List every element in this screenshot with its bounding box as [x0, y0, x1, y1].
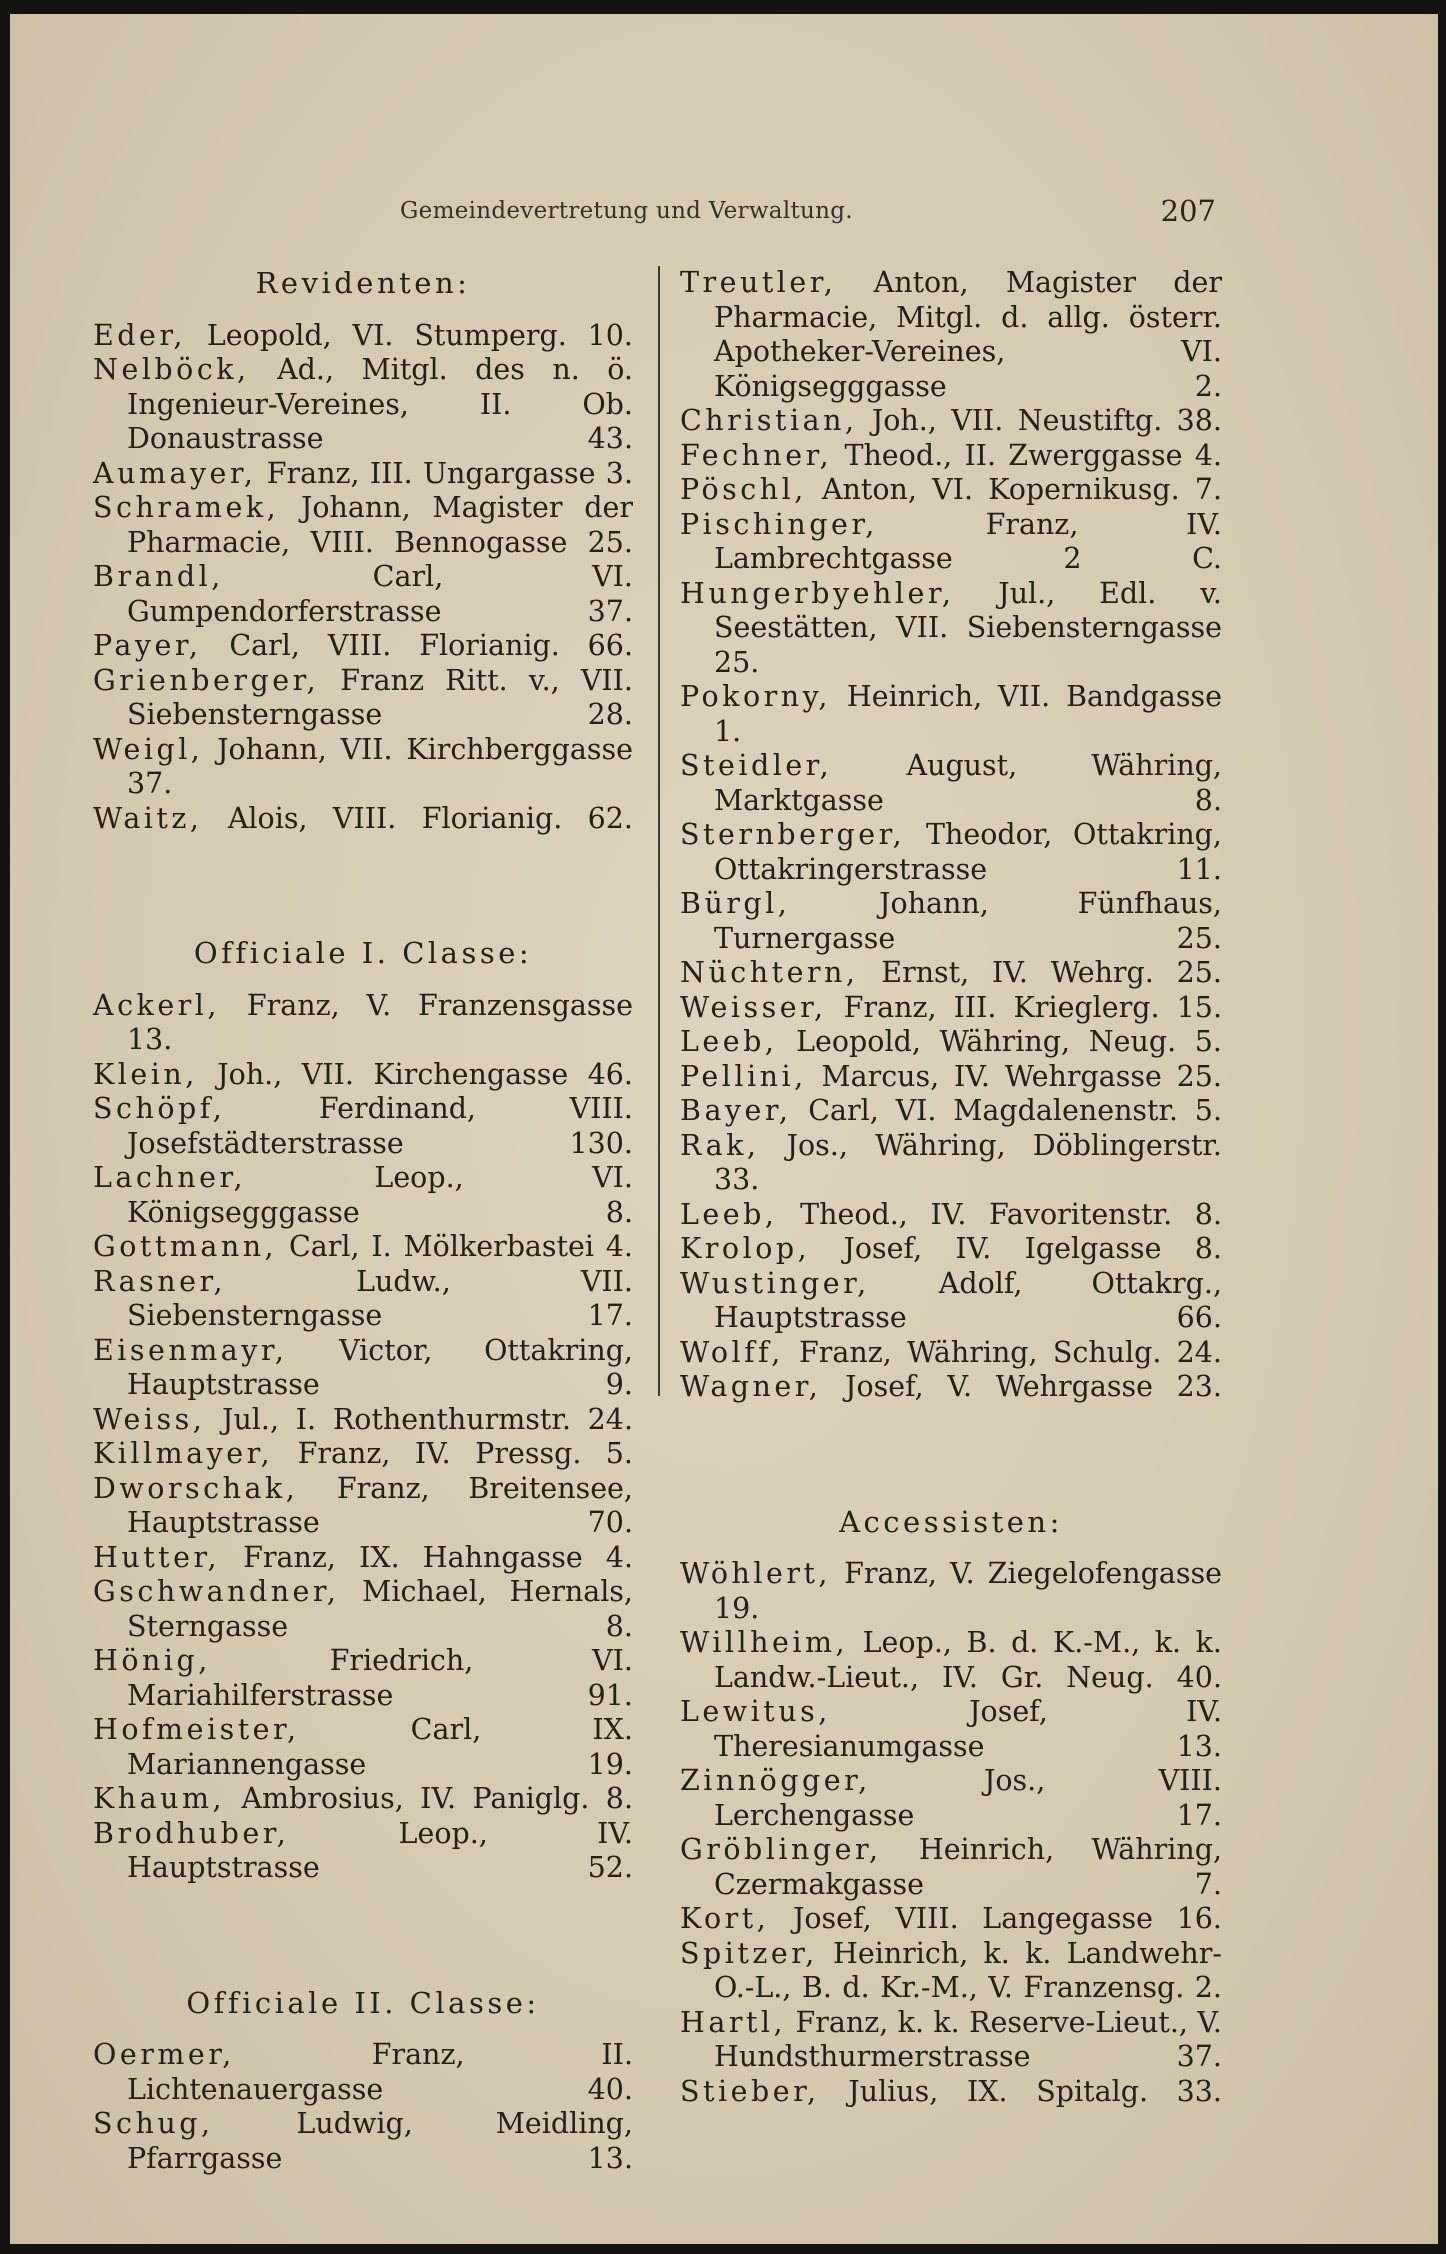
list-item — [93, 1092, 633, 1161]
entry-details: Josef, V. Wehrgasse 23. — [821, 1370, 1222, 1403]
entry-surname: Hönig, — [93, 1644, 211, 1677]
list-item — [680, 1025, 1222, 1060]
entry-surname: Spitzer, — [680, 1936, 818, 1970]
entry-details: Leopold, Währing, Neug. 5. — [777, 1025, 1222, 1058]
entry-surname: Nüchtern, — [680, 956, 859, 989]
list-item — [93, 560, 633, 629]
entry-surname: Weiss, — [93, 1402, 206, 1436]
entry-details: Ernst, IV. Wehrg. 25. — [858, 956, 1222, 989]
entry-details: Anton, VI. Kopernikusg. 7. — [806, 473, 1222, 506]
list-item — [93, 1817, 633, 1886]
entry-surname: Gottmann, — [93, 1230, 278, 1263]
page-header — [390, 194, 1220, 238]
entry-surname: Killmayer, — [93, 1437, 274, 1470]
list-item — [680, 2075, 1222, 2110]
entry-surname: Weigl, — [93, 732, 204, 766]
entry-surname: Nelböck, — [93, 353, 250, 386]
entry-details: Marcus, IV. Wehrgasse 25. — [806, 1059, 1222, 1093]
list-item — [93, 353, 633, 457]
entry-surname: Gschwandner, — [93, 1575, 340, 1608]
section-heading-officiale-1: Officiale I. Classe: — [193, 936, 533, 970]
entry-details: Carl, VI. Magdalenenstr. 5. — [791, 1094, 1222, 1127]
list-item — [680, 2006, 1222, 2075]
list-item — [93, 1437, 633, 1472]
list-item — [680, 1626, 1222, 1695]
entry-surname: Pischinger, — [680, 507, 878, 541]
list-item — [93, 1230, 633, 1265]
entry-surname: Wolff, — [680, 1335, 784, 1369]
entry-surname: Sternberger, — [680, 818, 906, 851]
entry-surname: Bayer, — [680, 1094, 792, 1127]
entry-details: Heinrich, Währing, Czermakgasse 7. — [714, 1833, 1222, 1901]
entry-surname: Stieber, — [680, 2074, 820, 2108]
list-item — [93, 1403, 633, 1438]
entry-details: Josef, VIII. Langegasse 16. — [769, 1902, 1222, 1935]
entry-details: Friedrich, VI. Mariahilferstrasse 91. — [127, 1644, 633, 1712]
list-item — [680, 1198, 1222, 1233]
entry-details: Johann, Fünfhaus, Turnergasse 25. — [714, 887, 1222, 955]
entry-surname: Leeb, — [680, 1025, 778, 1058]
entry-details: Carl, VIII. Florianig. 66. — [201, 629, 633, 662]
entry-details: Joh., VII. Kirchengasse 46. — [197, 1057, 633, 1091]
section-heading-officiale-2: Officiale II. Classe: — [186, 1985, 540, 2020]
entry-details: Franz, V. Ziegelofengasse 19. — [714, 1557, 1222, 1625]
list-item — [680, 404, 1222, 439]
entry-details: Franz, II. Lichtenauergasse 40. — [127, 2038, 633, 2106]
entry-details: Jul., I. Rothenthurmstr. 24. — [205, 1402, 633, 1436]
entry-surname: Khaum, — [93, 1782, 226, 1815]
list-item — [93, 2107, 633, 2176]
entry-details: Carl, I. Mölkerbastei 4. — [277, 1230, 633, 1263]
list-item — [93, 1161, 633, 1230]
entry-details: Theod., IV. Favoritenstr. 8. — [777, 1197, 1222, 1231]
list-item — [93, 1334, 633, 1403]
left-column — [93, 266, 633, 2176]
entry-surname: Waitz, — [93, 801, 203, 835]
list-item — [680, 1232, 1222, 1267]
entry-details: Franz Ritt. v., VII. Siebensterngasse 28. — [127, 663, 633, 731]
list-item — [93, 491, 633, 560]
page-number: 207 — [1160, 194, 1216, 228]
running-title: Gemeindevertretung und Verwaltung. — [400, 198, 853, 224]
entry-surname: Treutler, — [680, 266, 837, 299]
section-heading-accessisten: Accessisten: — [839, 1504, 1063, 1539]
entry-details: Victor, Ottakring, Hauptstrasse 9. — [127, 1333, 633, 1401]
list-item — [93, 664, 633, 733]
entry-surname: Wöhlert, — [680, 1557, 831, 1590]
entry-surname: Krolop, — [680, 1232, 811, 1265]
entry-surname: Weisser, — [680, 990, 827, 1024]
entry-details: Ad., Mitgl. des n. ö. Ingenieur-Vereines, II. Ob. Donaustrasse 43. — [127, 353, 633, 455]
list-item — [93, 1058, 633, 1093]
list-item — [680, 991, 1222, 1026]
entry-surname: Hutter, — [93, 1540, 221, 1574]
entry-surname: Wustinger, — [680, 1266, 870, 1300]
entry-surname: Lewitus, — [680, 1695, 831, 1728]
list-item — [93, 319, 633, 354]
entry-details: Franz, Breitensee, Hauptstrasse 70. — [127, 1471, 633, 1539]
entry-surname: Gröblinger, — [680, 1833, 882, 1866]
entry-surname: Brandl, — [93, 560, 224, 593]
entry-details: Josef, IV. Theresianumgasse 13. — [714, 1695, 1222, 1763]
entry-surname: Aumayer, — [93, 456, 257, 490]
list-officiale-2 — [93, 2038, 633, 2176]
entry-surname: Eisenmayr, — [93, 1333, 288, 1367]
entry-surname: Pellini, — [680, 1059, 807, 1093]
book-page — [10, 14, 1438, 2244]
entry-details: Jos., Währing, Döblingerstr. 33. — [714, 1128, 1222, 1196]
entry-details: Jos., VIII. Lerchengasse 17. — [714, 1764, 1222, 1832]
list-item — [680, 1937, 1222, 2006]
entry-details: Joh., VII. Neustiftg. 38. — [857, 404, 1222, 437]
list-item — [680, 1267, 1222, 1336]
entry-details: Heinrich, k. k. Landwehr-O.-L., B. d. Kr.-M., V. Franzensg. 2. — [714, 1936, 1222, 2004]
list-item — [93, 1541, 633, 1576]
list-item — [680, 577, 1222, 681]
list-officiale-1 — [93, 989, 633, 1886]
entry-details: Leop., B. d. K.-M., k. k. Landw.-Lieut., IV. Gr. Neug. 40. — [714, 1626, 1222, 1694]
entry-details: Franz, Währing, Schulg. 24. — [783, 1335, 1222, 1369]
entry-surname: Willheim, — [680, 1626, 849, 1659]
entry-surname: Pöschl, — [680, 473, 807, 506]
entry-surname: Leeb, — [680, 1197, 778, 1231]
list-item — [680, 1129, 1222, 1198]
entry-details: Franz, IV. Pressg. 5. — [273, 1437, 633, 1470]
list-item — [680, 1764, 1222, 1833]
entry-surname: Oermer, — [93, 2038, 235, 2071]
list-item — [680, 749, 1222, 818]
entry-surname: Hartl, — [680, 2005, 787, 2039]
list-revidenten — [93, 319, 633, 837]
entry-details: Franz, III. Krieglerg. 15. — [826, 990, 1222, 1024]
entry-details: Carl, IX. Mariannengasse 19. — [127, 1713, 633, 1781]
list-item — [680, 473, 1222, 508]
entry-details: Alois, VIII. Florianig. 62. — [202, 801, 633, 835]
entry-details: Adolf, Ottakrg., Hauptstrasse 66. — [714, 1266, 1222, 1334]
list-item — [93, 457, 633, 492]
entry-details: Johann, Magister der Pharmacie, VIII. Bennogasse 25. — [127, 491, 633, 559]
list-item — [680, 1336, 1222, 1371]
entry-details: Heinrich, VII. Bandgasse 1. — [714, 680, 1222, 748]
list-item — [680, 508, 1222, 577]
entry-details: Johann, VII. Kirchberggasse 37. — [127, 732, 633, 800]
entry-surname: Klein, — [93, 1057, 198, 1091]
entry-details: Josef, IV. Igelgasse 8. — [810, 1232, 1222, 1265]
entry-details: Franz, IV. Lambrechtgasse 2 C. — [714, 507, 1222, 575]
entry-details: Franz, V. Franzensgasse 13. — [127, 988, 633, 1056]
list-item — [680, 887, 1222, 956]
entry-details: Michael, Hernals, Sterngasse 8. — [127, 1575, 633, 1643]
entry-surname: Ackerl, — [93, 988, 220, 1022]
entry-surname: Rasner, — [93, 1264, 227, 1298]
entry-details: Leopold, VI. Stumperg. 10. — [185, 318, 633, 352]
entry-surname: Zinnögger, — [680, 1764, 871, 1797]
list-item — [93, 629, 633, 664]
list-item — [680, 439, 1222, 474]
entry-surname: Wagner, — [680, 1370, 822, 1403]
entry-surname: Kort, — [680, 1902, 770, 1935]
entry-surname: Bürgl, — [680, 887, 791, 920]
entry-surname: Hungerbyehler, — [680, 576, 955, 610]
entry-surname: Rak, — [680, 1128, 760, 1162]
entry-surname: Steidler, — [680, 749, 833, 782]
entry-surname: Lachner, — [93, 1161, 247, 1194]
entry-surname: Eder, — [93, 318, 186, 352]
entry-details: Theod., II. Zwerggasse 4. — [832, 438, 1222, 472]
list-item — [680, 1902, 1222, 1937]
entry-surname: Schug, — [93, 2107, 214, 2140]
list-item — [93, 989, 633, 1058]
list-item — [680, 680, 1222, 749]
list-item — [93, 733, 633, 802]
entry-surname: Hofmeister, — [93, 1713, 300, 1746]
entry-details: Ludwig, Meidling, Pfarrgasse 13. — [127, 2107, 633, 2175]
section-heading-revidenten: Revidenten: — [255, 266, 471, 300]
entry-details: August, Währing, Marktgasse 8. — [714, 749, 1222, 817]
entry-details: Theodor, Ottakring, Ottakringerstrasse 11. — [714, 818, 1222, 886]
entry-surname: Dworschak, — [93, 1471, 299, 1505]
entry-details: Ambrosius, IV. Paniglg. 8. — [225, 1782, 633, 1815]
entry-details: Franz, IX. Hahngasse 4. — [220, 1540, 633, 1574]
column-divider — [658, 266, 660, 1396]
entry-details: Jul., Edl. v. Seestätten, VII. Siebensterngasse 25. — [714, 576, 1222, 679]
entry-details: Julius, IX. Spitalg. 33. — [819, 2074, 1222, 2108]
list-item — [680, 1833, 1222, 1902]
entry-surname: Grienberger, — [93, 663, 320, 697]
entry-surname: Brodhuber, — [93, 1816, 290, 1850]
list-item — [93, 1575, 633, 1644]
list-item — [680, 1370, 1222, 1405]
entry-surname: Payer, — [93, 629, 202, 662]
right-column — [680, 266, 1222, 2109]
entry-details: Ludw., VII. Siebensterngasse 17. — [127, 1264, 633, 1332]
list-accessisten — [680, 1557, 1222, 2109]
entry-details: Anton, Magister der Pharmacie, Mitgl. d. allg. österr. Apotheker-Vereines, VI. Königsegggasse 2. — [714, 266, 1222, 403]
entry-details: Ferdinand, VIII. Josefstädterstrasse 130. — [127, 1092, 633, 1160]
list-item — [93, 1265, 633, 1334]
list-item — [93, 1644, 633, 1713]
entry-details: Franz, III. Ungargasse 3. — [256, 456, 633, 490]
list-revidenten-continued — [680, 266, 1222, 1405]
entry-details: Leop., IV. Hauptstrasse 52. — [127, 1816, 633, 1884]
list-item — [680, 818, 1222, 887]
entry-surname: Fechner, — [680, 438, 833, 472]
entry-surname: Schöpf, — [93, 1092, 226, 1125]
list-item — [680, 1695, 1222, 1764]
list-item — [680, 956, 1222, 991]
list-item — [93, 1472, 633, 1541]
list-item — [93, 1713, 633, 1782]
list-item — [93, 802, 633, 837]
entry-details: Leop., VI. Königsegggasse 8. — [127, 1161, 633, 1229]
entry-surname: Christian, — [680, 404, 858, 437]
entry-details: Franz, k. k. Reserve-Lieut., V. Hundsthurmerstrasse 37. — [714, 2005, 1222, 2073]
entry-surname: Schramek, — [93, 491, 280, 524]
list-item — [680, 1060, 1222, 1095]
list-item — [680, 266, 1222, 404]
entry-details: Carl, VI. Gumpendorferstrasse 37. — [127, 560, 633, 628]
list-item — [680, 1094, 1222, 1129]
entry-surname: Pokorny, — [680, 680, 831, 713]
list-item — [93, 2038, 633, 2107]
list-item — [93, 1782, 633, 1817]
list-item — [680, 1557, 1222, 1626]
